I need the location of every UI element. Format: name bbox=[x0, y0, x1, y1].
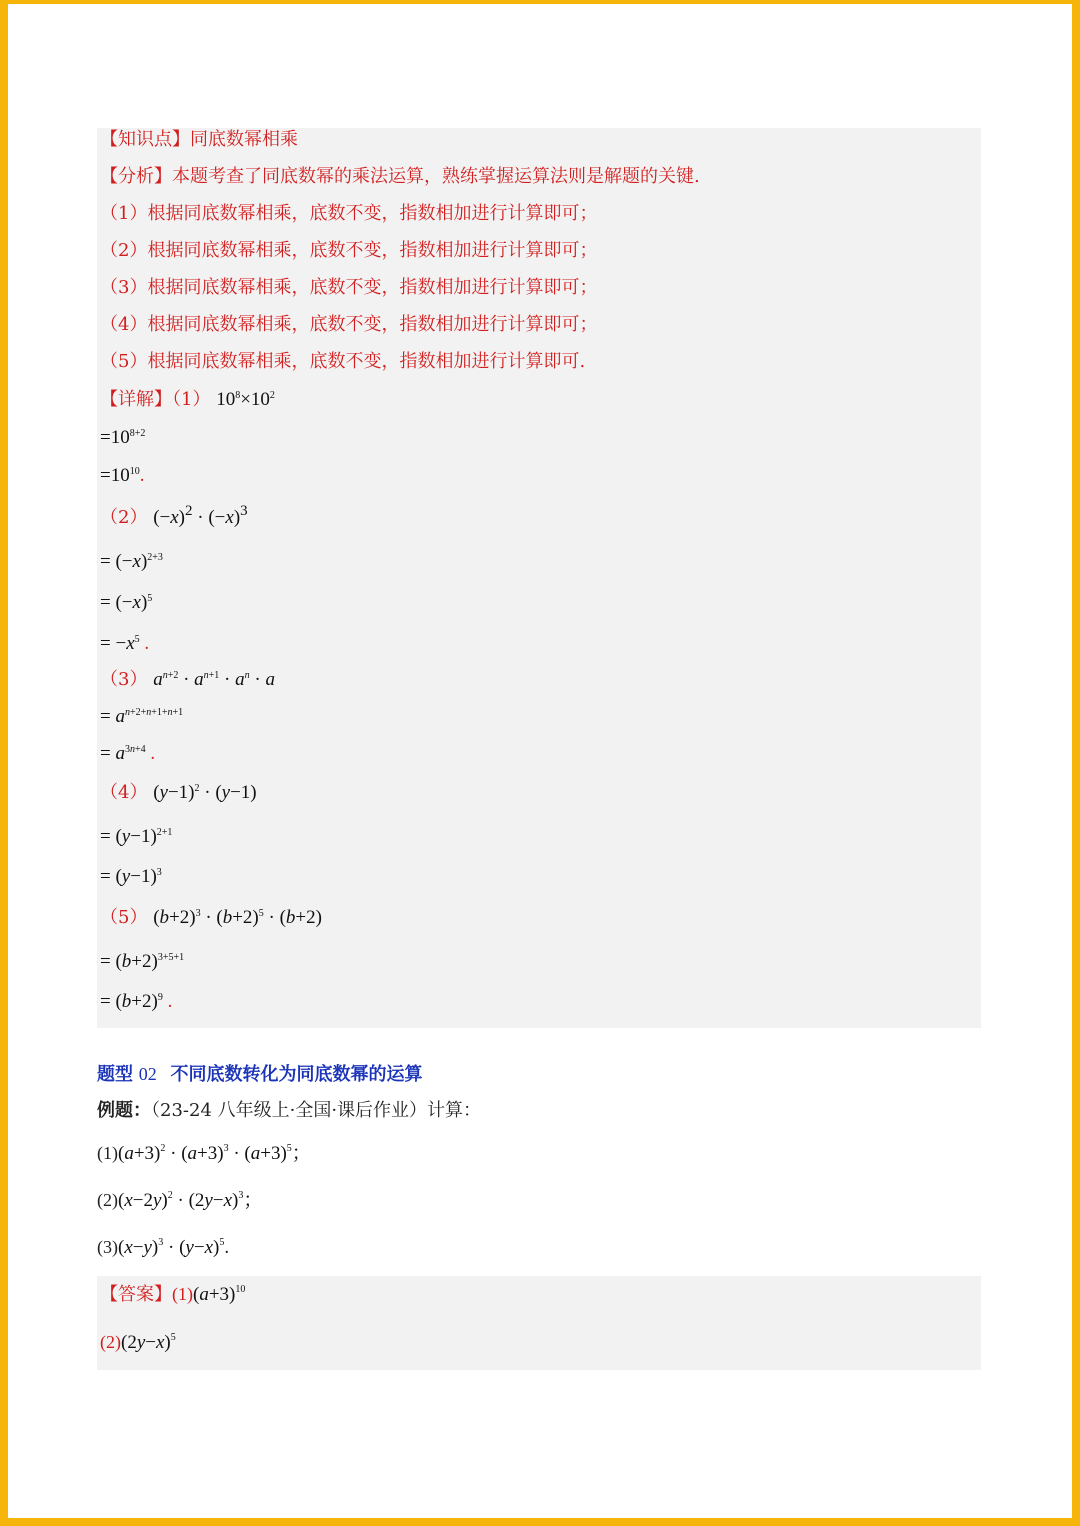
math-step: = $a^{3n+4}$ . bbox=[100, 743, 156, 764]
detail-step-3 bbox=[100, 668, 275, 692]
math-step: = $a^{n+2+n+1+n+1}$ bbox=[100, 706, 184, 727]
math-expression: $(a+3)^{10}$ bbox=[193, 1284, 246, 1305]
solution-box bbox=[97, 128, 981, 1028]
math-step: $=10^{10}$. bbox=[100, 465, 145, 486]
math-step: = $(y-1)^3$ bbox=[100, 866, 162, 887]
hint-1: （1）根据同底数幂相乘，底数不变，指数相加进行计算即可； bbox=[100, 203, 598, 224]
detail-step-2 bbox=[100, 503, 248, 530]
detail-step-4 bbox=[100, 781, 257, 805]
knowledge-text: 同底数幂相乘 bbox=[190, 129, 298, 150]
math-expression: $a^{n+2} \cdot a^{n+1} \cdot a^n \cdot a$ bbox=[153, 669, 275, 690]
section-title bbox=[97, 1062, 422, 1087]
knowledge-tag: 【知识点】 bbox=[100, 129, 190, 150]
answer-label-2: (2) bbox=[100, 1332, 121, 1352]
hint-4: （4）根据同底数幂相乘，底数不变，指数相加进行计算即可； bbox=[100, 314, 598, 335]
math-step: = $(-x)^{2+3}$ bbox=[100, 551, 163, 572]
answer-label-1: (1) bbox=[172, 1284, 193, 1304]
detail-label-4: （4） bbox=[100, 782, 148, 803]
math-step: = $(y-1)^{2+1}$ bbox=[100, 826, 173, 847]
math-expression: $(x-2y)^2 \cdot (2y-x)^3$； bbox=[118, 1190, 263, 1211]
section-text: 不同底数转化为同底数幂的运算 bbox=[170, 1064, 423, 1085]
math-step: = $-x^5$ . bbox=[100, 633, 150, 654]
analysis-line bbox=[100, 165, 700, 189]
problem-label-1: (1) bbox=[97, 1143, 118, 1163]
math-step: $=10^{8+2}$ bbox=[100, 427, 146, 448]
detail-tag: 【详解】 bbox=[100, 389, 172, 410]
math-step: = $(b+2)^9$ . bbox=[100, 991, 173, 1012]
analysis-tag: 【分析】 bbox=[100, 166, 172, 187]
math-expression: $(b+2)^3 \cdot (b+2)^5 \cdot (b+2)$ bbox=[153, 907, 322, 928]
math-step: = $(-x)^5$ bbox=[100, 592, 153, 613]
hint-5: （5）根据同底数幂相乘，底数不变，指数相加进行计算即可. bbox=[100, 351, 586, 372]
math-expression: $(a+3)^2 \cdot (a+3)^3 \cdot (a+3)^5$； bbox=[118, 1143, 311, 1164]
detail-label-5: （5） bbox=[100, 907, 148, 928]
math-step: = $(b+2)^{3+5+1}$ bbox=[100, 951, 185, 972]
problem-1 bbox=[97, 1141, 311, 1166]
analysis-text: 本题考查了同底数幂的乘法运算，熟练掌握运算法则是解题的关键. bbox=[172, 166, 700, 187]
math-expression: $(-x)^2 \cdot (-x)^3$ bbox=[153, 503, 248, 528]
math-expression: $10^8\times 10^2$ bbox=[216, 389, 275, 410]
detail-step-1 bbox=[100, 388, 275, 412]
answer-tag: 【答案】 bbox=[100, 1284, 172, 1305]
detail-label-1: （1） bbox=[172, 389, 211, 410]
math-expression: $(2y-x)^5$ bbox=[121, 1332, 176, 1353]
example-source: （23-24 八年级上·全国·课后作业）计算： bbox=[151, 1100, 482, 1121]
problem-2 bbox=[97, 1188, 262, 1213]
section-prefix: 题型 bbox=[97, 1064, 133, 1085]
math-expression: $(x-y)^3 \cdot (y-x)^5$. bbox=[118, 1237, 230, 1258]
problem-label-3: (3) bbox=[97, 1237, 118, 1257]
example-label: 例题： bbox=[97, 1100, 151, 1121]
hint-2: （2）根据同底数幂相乘，底数不变，指数相加进行计算即可； bbox=[100, 240, 598, 261]
problem-3 bbox=[97, 1235, 229, 1260]
answer-2 bbox=[100, 1330, 176, 1355]
answer-1 bbox=[100, 1282, 245, 1307]
math-expression: $(y-1)^2 \cdot (y-1)$ bbox=[153, 782, 257, 803]
example-line bbox=[97, 1099, 481, 1123]
problem-label-2: (2) bbox=[97, 1190, 118, 1210]
hint-3: （3）根据同底数幂相乘，底数不变，指数相加进行计算即可； bbox=[100, 277, 598, 298]
detail-step-5 bbox=[100, 906, 322, 930]
detail-label-2: （2） bbox=[100, 507, 148, 528]
knowledge-point bbox=[100, 128, 298, 152]
detail-label-3: （3） bbox=[100, 669, 148, 690]
section-number: 02 bbox=[138, 1064, 157, 1084]
